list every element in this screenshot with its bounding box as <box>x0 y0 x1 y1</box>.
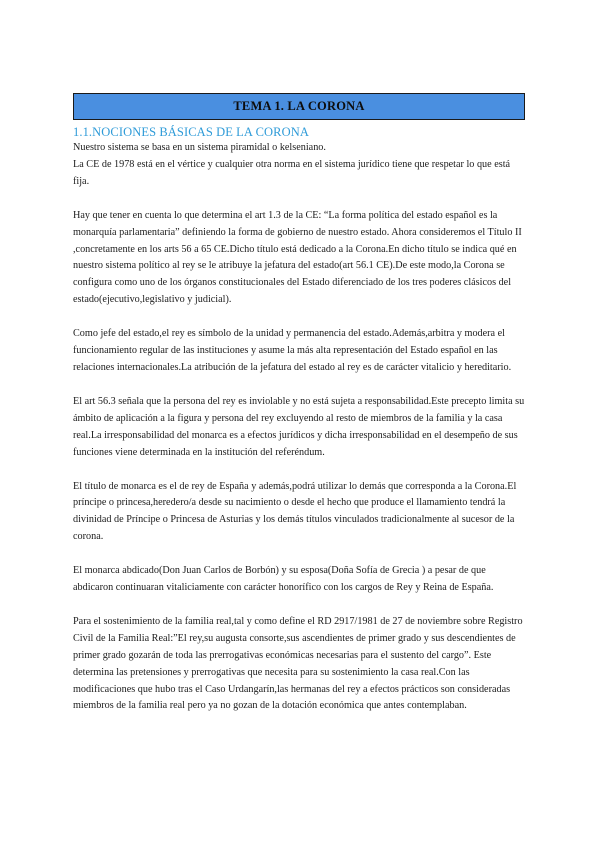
paragraph-intro: Nuestro sistema se basa en un sistema piramidal o kelseniano. <box>73 142 326 153</box>
paragraph-spacer <box>73 597 525 614</box>
paragraph-spacer <box>73 309 525 326</box>
document-page <box>73 93 525 715</box>
paragraph-spacer <box>73 191 525 208</box>
paragraph-art-1-3: Hay que tener en cuenta lo que determina el art 1.3 de la CE: “La forma política del estado español es la monarquía parlamentaria” definiendo la forma de gobierno de nuestro estado. Ahora consideremos el Título II ,concretamente en los arts 56 a 65 CE.Dicho título está dedicado a la Corona.En dicho título se indica qué en nuestro sistema político al rey se le atribuye la jefatura del estado(art 56.1 CE).De este modo,la Corona se configura como uno de los órganos constitucionales del Estado diferenciado de los tres poderes clásicos del estado(ejecutivo,legislativo y judicial). <box>73 209 522 306</box>
paragraph-spacer <box>73 377 525 394</box>
paragraph-spacer <box>73 546 525 563</box>
paragraph-spacer <box>73 462 525 479</box>
document-title-text: TEMA 1. LA CORONA <box>233 99 365 113</box>
section-heading: 1.1.NOCIONES BÁSICAS DE LA CORONA <box>73 125 309 139</box>
paragraph-sostenimiento: Para el sostenimiento de la familia real,tal y como define el RD 2917/1981 de 27 de noviembre sobre Registro Civil de la Familia Real:”El rey,su augusta consorte,sus ascendientes de primer grado y sus descendientes de primer grado gozarán de toda las prerrogativas económicas necesarias para el sustento del cargo”. Este determina las pretensiones y prerrogativas que necesita para su sostenimiento la casa real.Con las modificaciones que hubo tras el Caso Urdangarín,las hermanas del rey a efectos prácticos son consideradas miembros de la familia real pero ya no gozan de la dotación económica que antes contemplaban. <box>73 615 523 712</box>
paragraph-monarca-abdicado: El monarca abdicado(Don Juan Carlos de Borbón) y su esposa(Doña Sofía de Grecia ) a pesar de que abdicaron continuaran vitaliciamente con carácter honorífico con los cargos de Rey y Reina de España. <box>73 565 494 594</box>
paragraph-ce-1978: La CE de 1978 está en el vértice y cualquier otra norma en el sistema jurídico tiene que respetar lo que está fija. <box>73 158 511 187</box>
paragraph-art-56-3: El art 56.3 señala que la persona del rey es inviolable y no está sujeta a responsabilidad.Este precepto limita su ámbito de aplicación a la figura y persona del rey excluyendo al resto de miembros de la familia y la casa real.La irresponsabilidad del monarca es a efectos jurídicos y dicha irresponsabilidad en el desempeño de sus funciones viene determinada en la institución del referéndum. <box>73 395 525 458</box>
paragraph-titulo-monarca: El título de monarca es el de rey de España y además,podrá utilizar lo demás que corresponda a la Corona.El príncipe o princesa,heredero/a desde su nacimiento o desde el hecho que produce el llamamiento tendrá la divinidad de Príncipe o Princesa de Asturias y los demás títulos vinculados tradicionalmente al sucesor de la corona. <box>73 480 517 543</box>
document-title <box>73 93 525 120</box>
paragraph-jefe-estado: Como jefe del estado,el rey es símbolo de la unidad y permanencia del estado.Además,arbitra y modera el funcionamiento regular de las instituciones y asume la más alta representación del Estado español en las relaciones internacionales.La atribución de la jefatura del estado al rey es de carácter vitalicio y hereditario. <box>73 328 512 373</box>
